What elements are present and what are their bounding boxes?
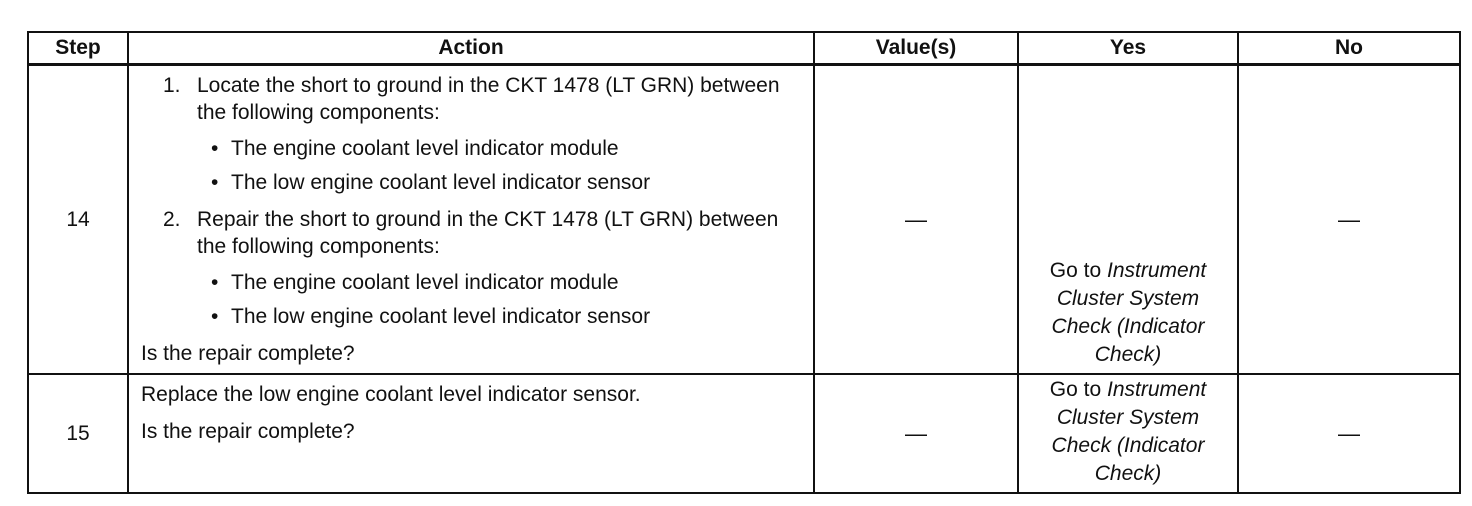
list-item [197, 132, 803, 166]
component-text: The engine coolant level indicator module [231, 271, 619, 294]
yes-instruction [1029, 257, 1227, 369]
list-item [141, 72, 803, 200]
value-cell: — [814, 374, 1018, 493]
list-item [141, 206, 803, 334]
step-number: 15 [28, 374, 128, 493]
question-text: Is the repair complete? [141, 419, 355, 443]
bullet-icon: • [211, 137, 219, 160]
component-text: The low engine coolant level indicator sensor [231, 305, 651, 328]
component-text: The engine coolant level indicator module [231, 137, 619, 160]
list-item [197, 266, 803, 300]
header-row [28, 32, 1460, 65]
yes-reference: Instrument Cluster System Check (Indicator Check) [1051, 377, 1207, 485]
action-cell [128, 374, 814, 493]
list-item [197, 300, 803, 334]
step-item-text: Repair the short to ground in the CKT 1478 (LT GRN) between the following components: [197, 208, 779, 258]
yes-cell [1018, 374, 1238, 493]
bullet-icon: • [211, 305, 219, 328]
value-cell: — [814, 65, 1018, 374]
yes-prefix: Go to [1049, 377, 1102, 401]
bullet-icon: • [211, 271, 219, 294]
header-step: Step [28, 32, 128, 65]
step-number: 14 [28, 65, 128, 374]
table-row-step-15 [28, 374, 1460, 493]
header-values: Value(s) [814, 32, 1018, 65]
action-steps [141, 72, 803, 334]
header-action: Action [128, 32, 814, 65]
header-yes: Yes [1018, 32, 1238, 65]
step-item-number: 2. [163, 208, 181, 231]
yes-instruction [1029, 376, 1227, 488]
bullet-icon: • [211, 171, 219, 194]
step-item-text: Locate the short to ground in the CKT 1478 (LT GRN) between the following components: [197, 74, 780, 124]
no-cell: — [1238, 374, 1460, 493]
yes-prefix: Go to [1049, 258, 1102, 282]
header-no: No [1238, 32, 1460, 65]
action-cell [128, 65, 814, 374]
component-list [197, 132, 803, 200]
diagnostic-table [27, 31, 1461, 494]
list-item [197, 166, 803, 200]
component-text: The low engine coolant level indicator sensor [231, 171, 651, 194]
table-row-step-14 [28, 65, 1460, 374]
component-list [197, 266, 803, 334]
question-text: Is the repair complete? [141, 342, 355, 365]
no-cell: — [1238, 65, 1460, 374]
yes-reference: Instrument Cluster System Check (Indicator Check) [1051, 258, 1207, 366]
step-item-number: 1. [163, 74, 181, 97]
yes-cell [1018, 65, 1238, 374]
action-text: Replace the low engine coolant level indicator sensor. [141, 382, 641, 406]
